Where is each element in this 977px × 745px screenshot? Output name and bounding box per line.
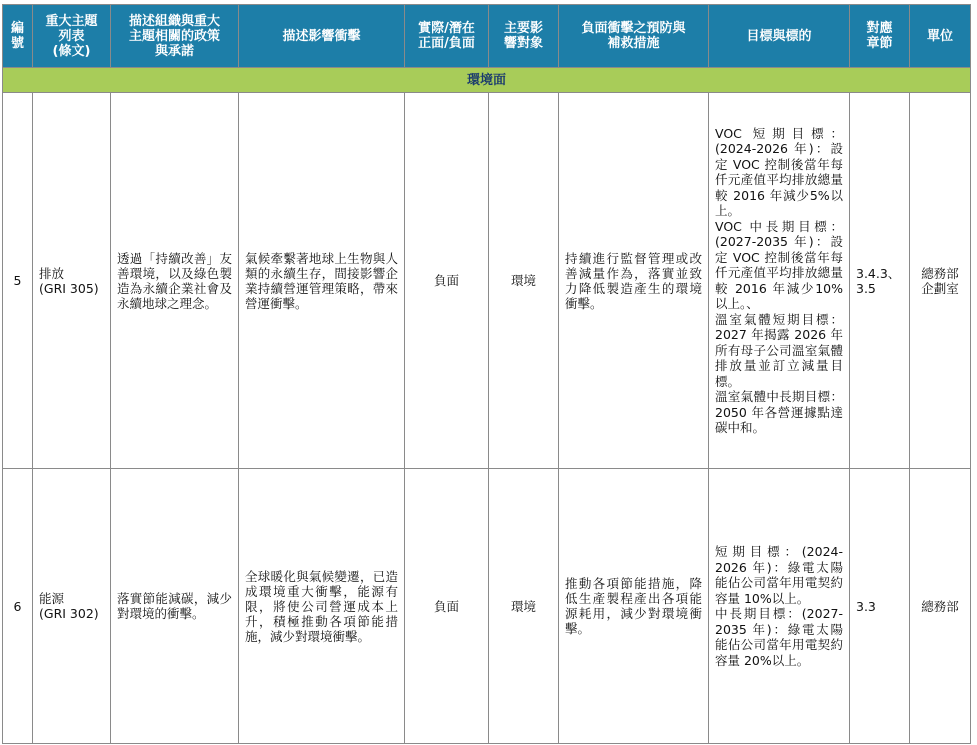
- header-nature: 實際/潛在 正面/負面: [405, 5, 489, 68]
- row-id: 5: [3, 93, 33, 469]
- section-row: [3, 68, 971, 93]
- row-measures: 推動各項節能措施，降低生產製程產出各項能源耗用，減少對環境衝擊。: [559, 469, 709, 744]
- row-impact: 全球暖化與氣候變遷，已造成環境重大衝擊，能源有限，將使公司營運成本上升，積極推動各項節能措施，減少對環境衝擊。: [239, 469, 405, 744]
- row-policy: 透過「持續改善」友善環境，以及綠色製造為永續企業社會及永續地球之理念。: [111, 93, 239, 469]
- row-id: 6: [3, 469, 33, 744]
- row-chapter: 3.3: [850, 469, 910, 744]
- header-policy: 描述組織與重大 主題相關的政策 與承諾: [111, 5, 239, 68]
- row-nature: 負面: [405, 93, 489, 469]
- header-impact: 描述影響衝擊: [239, 5, 405, 68]
- table-row: [3, 93, 971, 469]
- row-policy: 落實節能減碳，減少對環境的衝擊。: [111, 469, 239, 744]
- header-unit: 單位: [910, 5, 971, 68]
- header-goals: 目標與標的: [709, 5, 850, 68]
- row-target-object: 環境: [489, 93, 559, 469]
- row-impact: 氣候牽繫著地球上生物與人類的永續生存，間接影響企業持續營運管理策略，帶來營運衝擊。: [239, 93, 405, 469]
- table-row: [3, 469, 971, 744]
- section-title: 環境面: [3, 68, 971, 93]
- header-chapter: 對應 章節: [850, 5, 910, 68]
- row-nature: 負面: [405, 469, 489, 744]
- header-topic: 重大主題 列表 (條文): [33, 5, 111, 68]
- row-unit: 總務部: [910, 469, 971, 744]
- header-row: [3, 5, 971, 68]
- row-topic: 排放 (GRI 305): [33, 93, 111, 469]
- row-topic: 能源 (GRI 302): [33, 469, 111, 744]
- row-chapter: 3.4.3、 3.5: [850, 93, 910, 469]
- header-id: 編 號: [3, 5, 33, 68]
- header-measures: 負面衝擊之預防與 補救措施: [559, 5, 709, 68]
- row-goals: 短期目標：(2024-2026 年)：綠電太陽能佔公司當年用電契約容量 10%以上。 中長期目標：(2027-2035 年)：綠電太陽能佔公司當年用電契約容量 20%以上。: [709, 469, 850, 744]
- row-measures: 持續進行監督管理或改善減量作為，落實並致力降低製造產生的環境衝擊。: [559, 93, 709, 469]
- material-topics-table: [2, 4, 971, 744]
- row-target-object: 環境: [489, 469, 559, 744]
- header-target-object: 主要影 響對象: [489, 5, 559, 68]
- row-unit: 總務部 企劃室: [910, 93, 971, 469]
- row-goals: VOC 短期目標：(2024-2026 年)：設定 VOC 控制後當年每仟元產值平均排放總量較 2016 年減少5%以上。 VOC 中長期目標：(2027-2035 年)：設定 VOC 控制後當年每仟元產值平均排放總量較 2016 年減少10%以上。、 溫室氣體短期目標：2027 年揭露 2026 年所有母子公司溫室氣體排放量並訂立減量目標。 溫室氣體中長期目標：2050 年各營運據點達碳中和。: [709, 93, 850, 469]
